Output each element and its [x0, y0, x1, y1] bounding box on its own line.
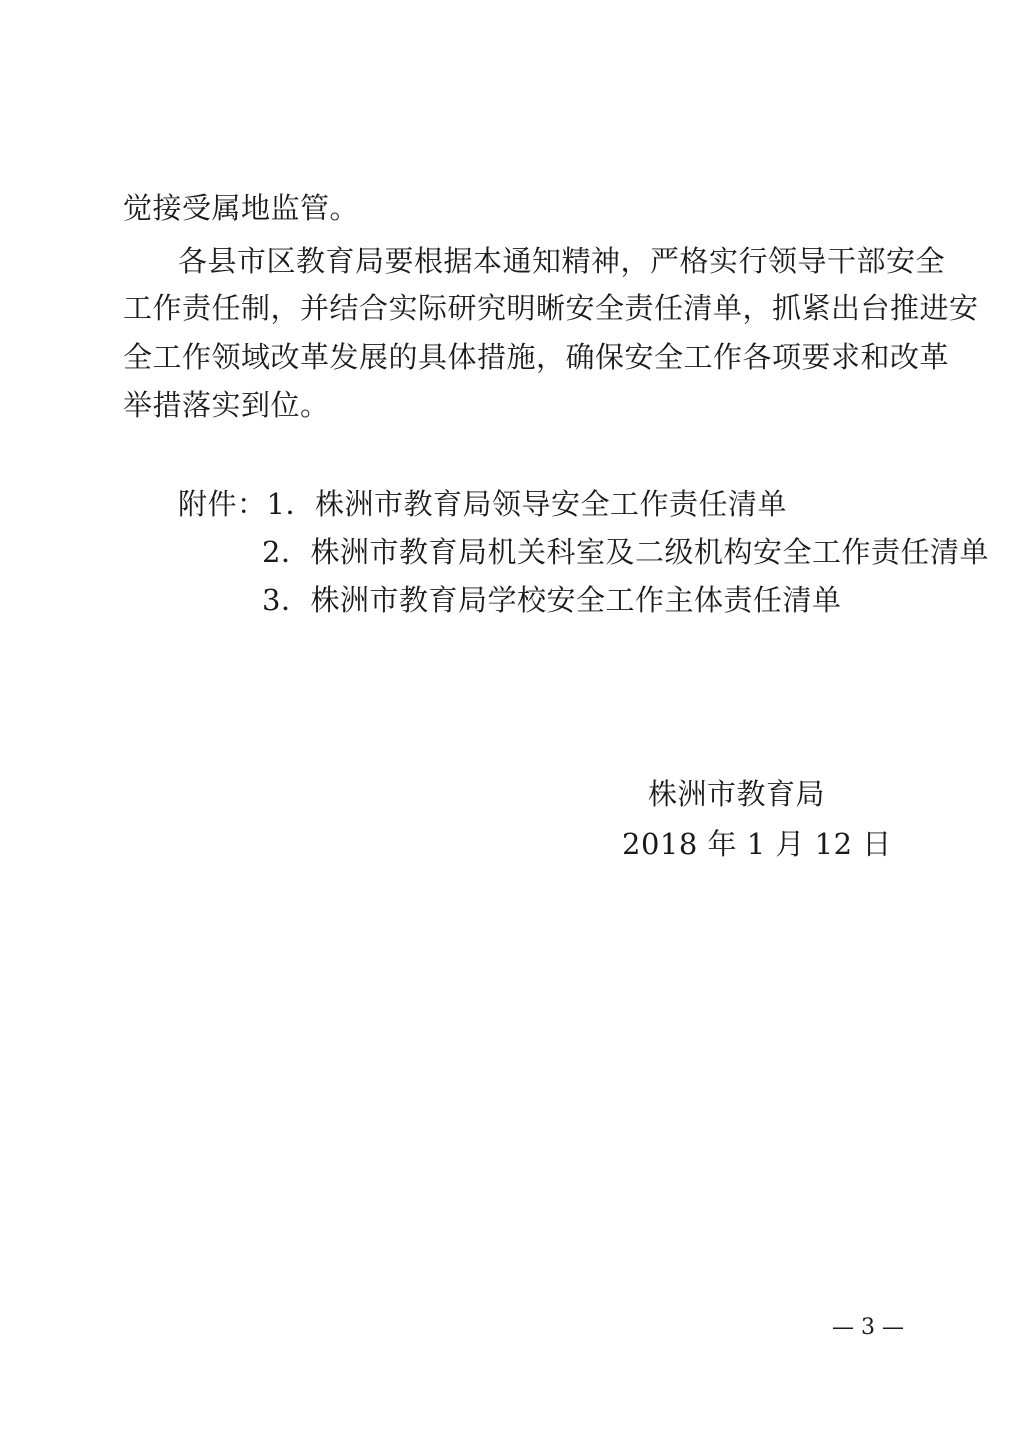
signature-organization: 株洲市教育局	[648, 777, 826, 811]
attachment-item-1: 附件：1．株洲市教育局领导安全工作责任清单	[178, 487, 787, 521]
attachment-item-2: 2．株洲市教育局机关科室及二级机构安全工作责任清单	[262, 535, 989, 569]
signature-date: 2018 年 1 月 12 日	[622, 827, 892, 861]
body-paragraph-line: 觉接受属地监管。	[123, 191, 360, 225]
body-paragraph-line: 全工作领域改革发展的具体措施，确保安全工作各项要求和改革	[123, 340, 950, 374]
page-number: — 3 —	[832, 1315, 904, 1340]
body-paragraph-line: 工作责任制，并结合实际研究明晰安全责任清单，抓紧出台推进安	[123, 291, 979, 325]
body-paragraph-line: 举措落实到位。	[123, 388, 330, 422]
body-paragraph-line: 各县市区教育局要根据本通知精神，严格实行领导干部安全	[178, 244, 946, 278]
attachment-item-3: 3．株洲市教育局学校安全工作主体责任清单	[262, 583, 842, 617]
